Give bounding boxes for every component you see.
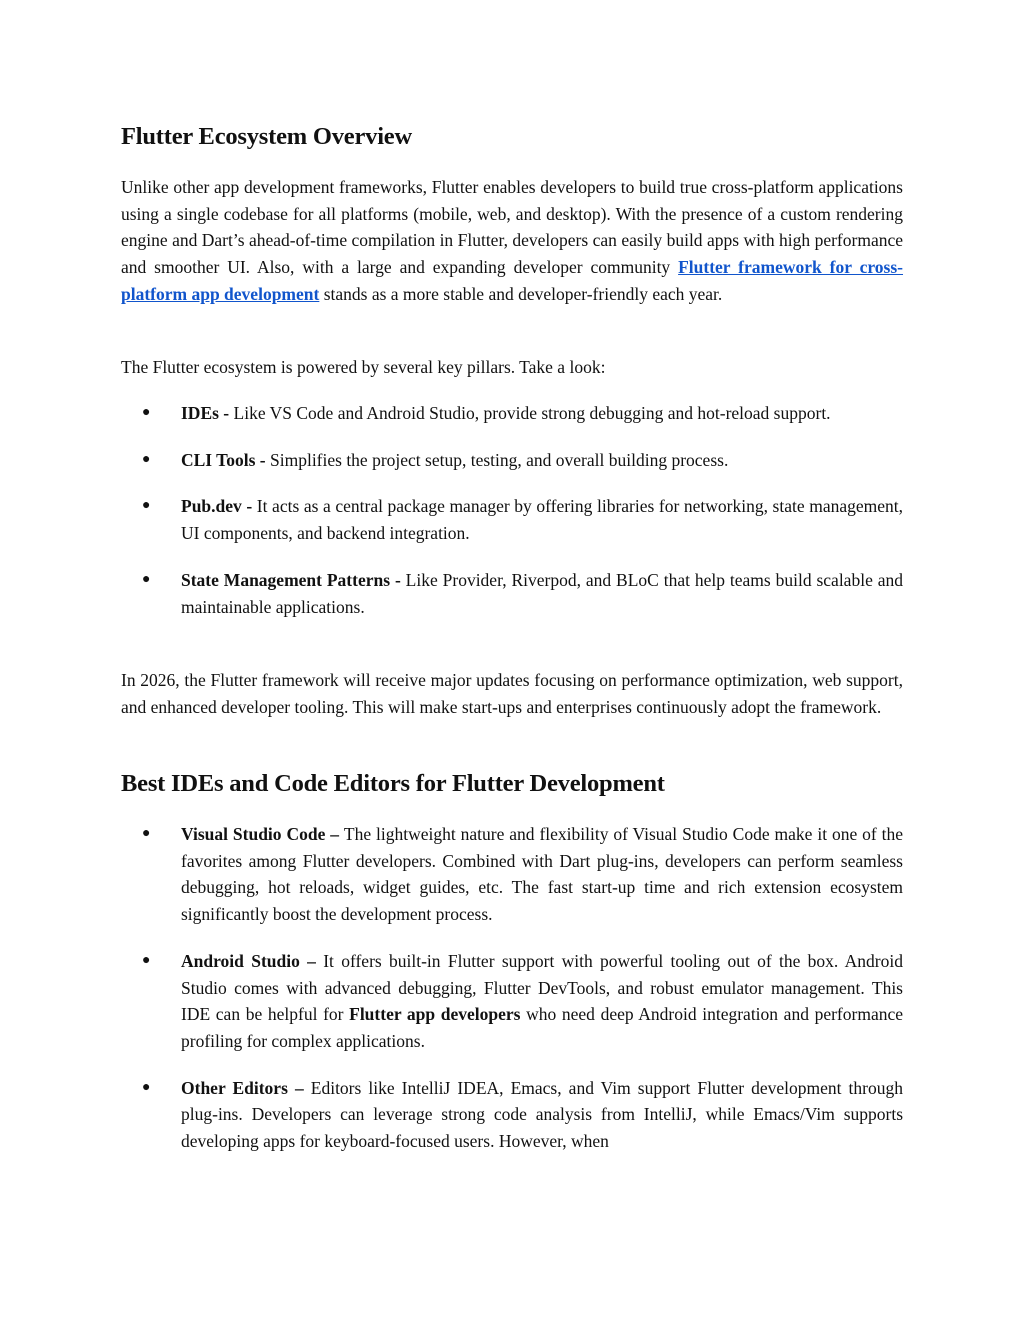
item-text: It offers built-in Flutter support with powerful tooling out of the box. Android Studio comes with advanced debugging, Flutter DevTools, and robust emulator management. This IDE can be helpful for (181, 950, 903, 1025)
bullet-icon: ● (142, 826, 151, 841)
item-text: It acts as a central package manager by offering libraries for networking, state management, UI components, and backend integration. (181, 496, 903, 544)
intro-paragraph (121, 174, 903, 308)
item-text-after: who need deep Android integration and performance profiling for complex applications. (181, 1004, 903, 1051)
intro-text-end: stands as a more stable and developer-friendly each year. (319, 283, 723, 304)
item-text: The lightweight nature and flexibility of Visual Studio Code make it one of the favorites among Flutter developers. Combined with Dart plug-ins, developers can perform seamless debugging, hot reloads, widget guides, etc. The fast start-up time and rich extension ecosystem significantly boost the development process. (181, 824, 903, 925)
item-title: IDEs - (181, 403, 234, 423)
list-item-vscode (121, 821, 903, 928)
item-title: Visual Studio Code – (181, 824, 344, 844)
list-item-state-management (121, 567, 903, 620)
bullet-icon: ● (142, 451, 151, 467)
intro-text-start: Unlike other app development frameworks, Flutter enables developers to build true cross-platform applications using a single codebase for all platforms (mobile, web, and desktop). With the presence of a custom rendering engine and Dart’s ahead-of-time compilation in Flutter, developers can easily build apps with high performance and smoother UI. Also, with a large and expanding developer community (121, 177, 903, 278)
item-title: Android Studio – (181, 950, 324, 971)
editors-list (121, 821, 903, 1175)
bullet-icon: ● (142, 1079, 151, 1095)
item-text: Like Provider, Riverpod, and BLoC that help teams build scalable and maintainable applications. (181, 569, 903, 617)
list-item-other-editors (121, 1075, 903, 1155)
item-text: Editors like IntelliJ IDEA, Emacs, and Vim support Flutter development through plug-ins. Developers can leverage strong code analysis from IntelliJ, while Emacs/Vim supports developing apps for keyboard-focused users. However, when (181, 1077, 903, 1152)
item-title: Pub.dev - (181, 496, 257, 517)
bullet-icon: ● (142, 952, 151, 968)
bullet-icon: ● (142, 405, 151, 420)
section-heading-ecosystem: Flutter Ecosystem Overview (121, 123, 412, 150)
list-item-cli-tools (121, 447, 903, 474)
item-bold-inline: Flutter app developers (349, 1004, 521, 1025)
outlook-paragraph: In 2026, the Flutter framework will receive major updates focusing on performance optimization, web support, and enhanced developer tooling. This will make start-ups and enterprises continuously adopt the framework. (121, 670, 903, 717)
list-item-pub-dev (121, 493, 903, 546)
list-item-ides (121, 400, 903, 427)
pillars-list (121, 400, 903, 640)
bullet-icon: ● (142, 571, 151, 587)
item-title: Other Editors – (181, 1077, 311, 1098)
list-item-android-studio (121, 948, 903, 1055)
item-text: Simplifies the project setup, testing, and overall building process. (270, 449, 729, 470)
item-title: State Management Patterns - (181, 569, 406, 590)
item-text: Like VS Code and Android Studio, provide strong debugging and hot-reload support. (233, 403, 831, 423)
pillars-intro: The Flutter ecosystem is powered by several key pillars. Take a look: (121, 357, 606, 377)
flutter-framework-link[interactable]: Flutter framework for cross-platform app development (121, 257, 903, 304)
section-heading-ides: Best IDEs and Code Editors for Flutter Development (121, 770, 665, 797)
bullet-icon: ● (142, 498, 151, 514)
item-title: CLI Tools - (181, 449, 270, 470)
